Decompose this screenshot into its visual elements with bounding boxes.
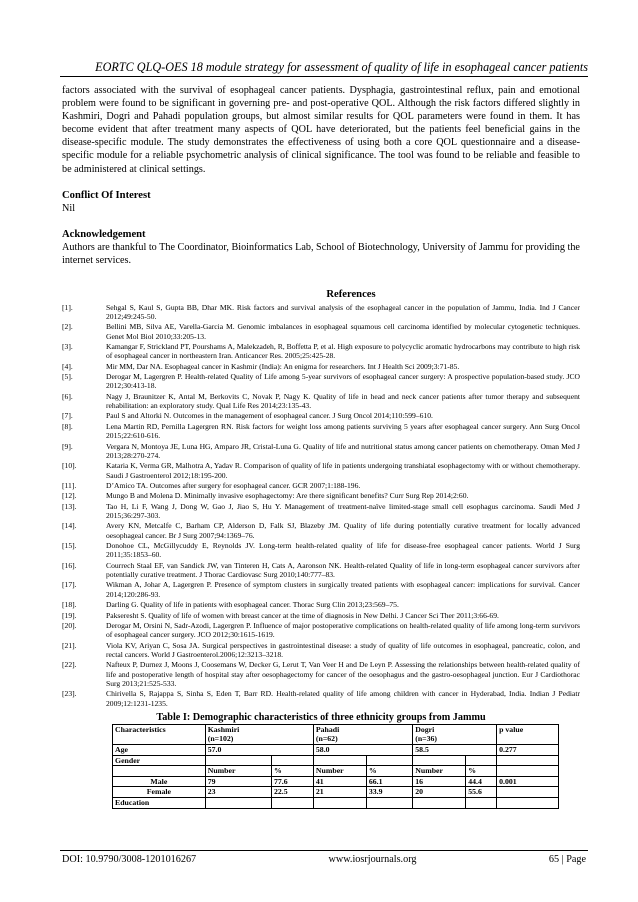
header-pahadi	[313, 724, 412, 744]
reference-item	[62, 392, 580, 411]
age-dogri: 58.5	[413, 745, 497, 756]
reference-list	[62, 303, 580, 708]
female-label: Female	[113, 787, 206, 798]
reference-text: Mungo B and Molena D. Minimally invasive esophagectomy: Are there significant benefits? Curr Surg Rep 2014;2:60.	[106, 491, 469, 501]
conflict-text: Nil	[62, 202, 76, 214]
female-kashmiri-percent: 22.5	[271, 787, 313, 798]
pahadi-number-header: Number	[313, 766, 366, 777]
reference-item	[62, 611, 580, 620]
reference-number: [11].	[62, 480, 77, 490]
reference-item	[62, 689, 580, 708]
acknowledgement-heading: Acknowledgement	[62, 228, 146, 240]
reference-item	[62, 502, 580, 521]
empty-cell	[413, 798, 466, 809]
reference-item	[62, 303, 580, 322]
running-title: EORTC QLQ-OES 18 module strategy for assessment of quality of life in esophageal cancer patients	[95, 60, 588, 74]
reference-item	[62, 521, 580, 540]
reference-number: [17].	[62, 580, 77, 590]
reference-text: Chirivella S, Rajappa S, Sinha S, Eden T, Barr RD. Health-related quality of life among children with cancer in Hyderabad, India. Indian J Pediatr 2009;12:1231-1235.	[106, 689, 580, 708]
pahadi-n: (n=62)	[315, 734, 338, 744]
body-paragraph: factors associated with the survival of esophageal cancer patients. Dysphagia, gastrointestinal reflux, pain and emotional problem were found to be significant in governing pre- and post-operative QOL. Although the risk factors differed slightly in Kashmiri, Dogri and Pahadi population groups, but almost similar results for QOL parameters were found in them. It has become evident that after treatment many aspects of QOL have deteriorated, but the patients feel beneficial gains in the disease-specific module. The study demonstrates the effectiveness of using both a core QOL questionnaire and a disease-specific module for a reliable psychometric analysis of clinical significance. The tool was found to be reliable and feasible to be administered at clinical settings.	[62, 85, 580, 175]
table-row	[113, 755, 559, 766]
reference-text: Kamangar F, Strickland PT, Pourshams A, Malekzadeh, R, Boffetta P, et al. High exposure to polycyclic aromatic hydrocarbons may contribute to high risk of esophageal cancer in northeastern Iran. Anticancer Res. 2005;25:425-28.	[106, 342, 580, 361]
reference-item	[62, 580, 580, 599]
age-label: Age	[113, 745, 206, 756]
reference-number: [14].	[62, 521, 77, 531]
female-pahadi-number: 21	[313, 787, 366, 798]
female-dogri-percent: 55.6	[466, 787, 497, 798]
empty-cell	[205, 798, 271, 809]
table-row	[113, 745, 559, 756]
conflict-heading: Conflict Of Interest	[62, 189, 151, 201]
female-dogri-number: 20	[413, 787, 466, 798]
reference-text: Kataria K, Verma GR, Malhotra A, Yadav R. Comparison of quality of life in patients undergoing transhiatal esophagectomy with or without chemotherapy. Saudi J Gastroenterol 2012;18:195-200.	[106, 461, 580, 480]
reference-number: [22].	[62, 660, 77, 670]
footer-doi: DOI: 10.9790/3008-1201016267	[62, 854, 197, 865]
reference-number: [18].	[62, 600, 77, 610]
kashmiri-number-header: Number	[205, 766, 271, 777]
acknowledgement-text: Authors are thankful to The Coordinator, Bioinformatics Lab, School of Biotechnology, University of Jammu for providing the internet services.	[62, 241, 580, 266]
reference-text: Darling G. Quality of life in patients with esophageal cancer. Thorac Surg Clin 2013;23:569–75.	[106, 600, 399, 610]
reference-text: Derogar M, Lagergren P. Health-related Quality of Life among 5-year survivors of esophageal cancer surgery: A prospective population-based study. JCO 2012;30:413-18.	[106, 372, 580, 391]
reference-number: [8].	[62, 421, 73, 431]
reference-number: [2].	[62, 322, 73, 332]
references-heading: References	[326, 288, 376, 300]
reference-text: Tao H, Li F, Wang J, Dong W, Gao J, Jiao S, Hu Y. Management of treatment-naïve limited-stage small cell esophagus carcinoma. Saudi Med J 2015;36:297-303.	[106, 501, 580, 521]
female-pahadi-percent: 33.9	[366, 787, 412, 798]
reference-number: [6].	[62, 391, 73, 401]
reference-item	[62, 422, 580, 441]
reference-text: Derogar M, Orsini N, Sadr-Azodi, Lagergren P. Influence of major postoperative complications on health-related quality of life among long-term survivors of esophageal cancer surgery. JCO 2012;30:1615-1619.	[106, 620, 580, 640]
reference-text: Nagy J, Braunitzer K, Antal M, Berkovits C, Novak P, Nagy K. Quality of life in head and neck cancer patients after tumor therapy and subsequent rehabilitation: an exploratory study. Qual Life Res 2014;23:135-43.	[106, 391, 580, 411]
reference-number: [9].	[62, 441, 73, 451]
reference-number: [1].	[62, 302, 73, 312]
reference-number: [19].	[62, 610, 77, 620]
reference-item	[62, 491, 580, 500]
reference-number: [12].	[62, 491, 77, 501]
table-row	[113, 787, 559, 798]
empty-cell	[413, 755, 466, 766]
dogri-n: (n=36)	[415, 734, 438, 744]
empty-cell	[271, 755, 313, 766]
education-label: Education	[113, 798, 206, 809]
header-rule	[60, 76, 588, 77]
dogri-percent-header: %	[466, 766, 497, 777]
reference-text: Mir MM, Dar NA. Esophageal cancer in Kashmir (India): An enigma for researchers. Int J Health Sci 2009;3:71-85.	[106, 361, 460, 371]
table-row	[113, 766, 559, 777]
empty-cell	[271, 798, 313, 809]
reference-item	[62, 342, 580, 361]
male-pahadi-percent: 66.1	[366, 776, 412, 787]
female-kashmiri-number: 23	[205, 787, 271, 798]
reference-item	[62, 411, 580, 420]
reference-item	[62, 561, 580, 580]
reference-text: Paul S and Altorki N. Outcomes in the management of esophageal cancer. J Surg Oncol 2014;110:599–610.	[106, 411, 433, 421]
reference-item	[62, 660, 580, 688]
header-characteristics: Characteristics	[113, 724, 206, 744]
reference-number: [3].	[62, 342, 73, 352]
table-row	[113, 776, 559, 787]
reference-number: [15].	[62, 541, 77, 551]
dogri-label: Dogri	[415, 724, 435, 734]
page-footer	[62, 854, 586, 865]
reference-text: Wikman A, Johar A, Lagergren P. Presence of symptom clusters in surgically treated patients with esophageal cancer: implications for survival. Cancer 2014;120:286-93.	[106, 580, 580, 599]
reference-number: [13].	[62, 501, 77, 511]
reference-number: [23].	[62, 689, 77, 699]
reference-number: [5].	[62, 372, 73, 382]
demographics-table	[112, 724, 559, 809]
reference-item	[62, 442, 580, 461]
empty-cell	[313, 798, 366, 809]
male-pahadi-number: 41	[313, 776, 366, 787]
male-dogri-number: 16	[413, 776, 466, 787]
reference-text: Vergara N, Montoya JE, Luna HG, Amparo JR, Cristal-Luna G. Quality of life and nutritional status among cancer patients on chemotherapy. Oman Med J 2013;28:270-274.	[106, 441, 580, 460]
reference-text: Donohoe CL, McGillycuddy E, Reynolds JV. Long-term health-related quality of life for disease-free esophageal cancer patients. World J Surg 2011;35:1853–60.	[106, 541, 580, 560]
header-dogri	[413, 724, 497, 744]
empty-cell	[366, 755, 412, 766]
footer-rule	[60, 850, 588, 851]
reference-number: [4].	[62, 361, 73, 371]
footer-page-number: 65 | Page	[548, 854, 586, 865]
empty-cell	[497, 755, 559, 766]
reference-text: Viola KV, Ariyan C, Sosa JA. Surgical perspectives in gastrointestinal disease: a study of quality of life outcomes in esophageal, pancreatic, colon, and rectal cancers. World J Gastroenterol.2006;12:3213–3218.	[106, 640, 580, 659]
empty-cell	[205, 755, 271, 766]
header-p-value: p value	[497, 724, 559, 744]
reference-text: Bellini MB, Silva AE, Varella-Garcia M. Genomic imbalances in esophageal squamous cell carcinoma identified by molecular cytogenetic techniques. Genet Mol Biol 2010;33:205-13.	[106, 322, 580, 341]
empty-cell	[497, 766, 559, 777]
male-label: Male	[113, 776, 206, 787]
reference-item	[62, 372, 580, 391]
empty-cell	[113, 766, 206, 777]
reference-item	[62, 481, 580, 490]
reference-text: Nafteux P, Durnez J, Moons J, Coosemans W, Decker G, Lerut T, Van Veer H and De Leyn P. Assessing the relationships between health-related quality of life and postoperative length of hospital stay after oesophagectomy for cancer of the oesophagus and the gastro-oesophageal junction. Eur J Cardiothorac Surg 2013;21:525-533.	[106, 660, 580, 688]
age-p: 0.277	[497, 745, 559, 756]
table-caption: Table I: Demographic characteristics of three ethnicity groups from Jammu	[156, 711, 486, 723]
footer-site-link[interactable]: www.iosrjournals.org	[328, 854, 417, 865]
pahadi-label: Pahadi	[315, 724, 340, 734]
reference-item	[62, 600, 580, 609]
reference-item	[62, 621, 580, 640]
reference-number: [20].	[62, 620, 77, 630]
reference-number: [21].	[62, 640, 77, 650]
kashmiri-percent-header: %	[271, 766, 313, 777]
reference-text: D’Amico TA. Outcomes after surgery for esophageal cancer. GCR 2007;1:188-196.	[106, 480, 361, 490]
male-dogri-percent: 44.4	[466, 776, 497, 787]
empty-cell	[497, 798, 559, 809]
empty-cell	[313, 755, 366, 766]
reference-item	[62, 641, 580, 660]
header-kashmiri	[205, 724, 313, 744]
reference-number: [10].	[62, 461, 77, 471]
age-pahadi: 58.0	[313, 745, 412, 756]
pahadi-percent-header: %	[366, 766, 412, 777]
male-kashmiri-percent: 77.6	[271, 776, 313, 787]
empty-cell	[497, 787, 559, 798]
reference-text: Courrech Staal EF, van Sandick JW, van Tinteren H, Cats A, Aaronson NK. Health-related Quality of life in long-term esophageal cancer survivors after potentially curative treatment. J Thorac Cardiovasc Surg 2010;140:777–83.	[106, 560, 580, 580]
dogri-number-header: Number	[413, 766, 466, 777]
age-kashmiri: 57.0	[205, 745, 313, 756]
empty-cell	[366, 798, 412, 809]
reference-number: [16].	[62, 560, 77, 570]
gender-label: Gender	[113, 755, 206, 766]
table-header-row	[113, 724, 559, 744]
reference-item	[62, 362, 580, 371]
reference-item	[62, 461, 580, 480]
table-row	[113, 798, 559, 809]
reference-text: Lena Martin RD, Pernilla Lagergren RN. Risk factors for weight loss among patients surviving 5 years after esophageal cancer surgery. Ann Surg Oncol 2015;22:610-616.	[106, 421, 580, 441]
reference-text: Avery KN, Metcalfe C, Barham CP, Alderson D, Falk SJ, Blazeby JM. Quality of life during potentially curative treatment for locally advanced oesophageal cancer. Br J Surg 2007;94:1369–76.	[106, 521, 580, 540]
main-content	[62, 84, 580, 809]
reference-item	[62, 541, 580, 560]
reference-text: Pakseresht S. Quality of life of women with breast cancer at the time of diagnosis in New Delhi. J Cancer Sci Ther 2011;3:66-69.	[106, 610, 499, 620]
reference-text: Sehgal S, Kaul S, Gupta BB, Dhar MK. Risk factors and survival analysis of the esophageal cancer in the population of Jammu, India. Ind J Cancer 2012;49:245-50.	[106, 302, 580, 321]
kashmiri-n: (n=102)	[207, 734, 234, 744]
empty-cell	[466, 798, 497, 809]
male-p: 0.001	[497, 776, 559, 787]
kashmiri-label: Kashmiri	[207, 724, 240, 734]
male-kashmiri-number: 79	[205, 776, 271, 787]
reference-item	[62, 322, 580, 341]
empty-cell	[466, 755, 497, 766]
reference-number: [7].	[62, 411, 73, 421]
